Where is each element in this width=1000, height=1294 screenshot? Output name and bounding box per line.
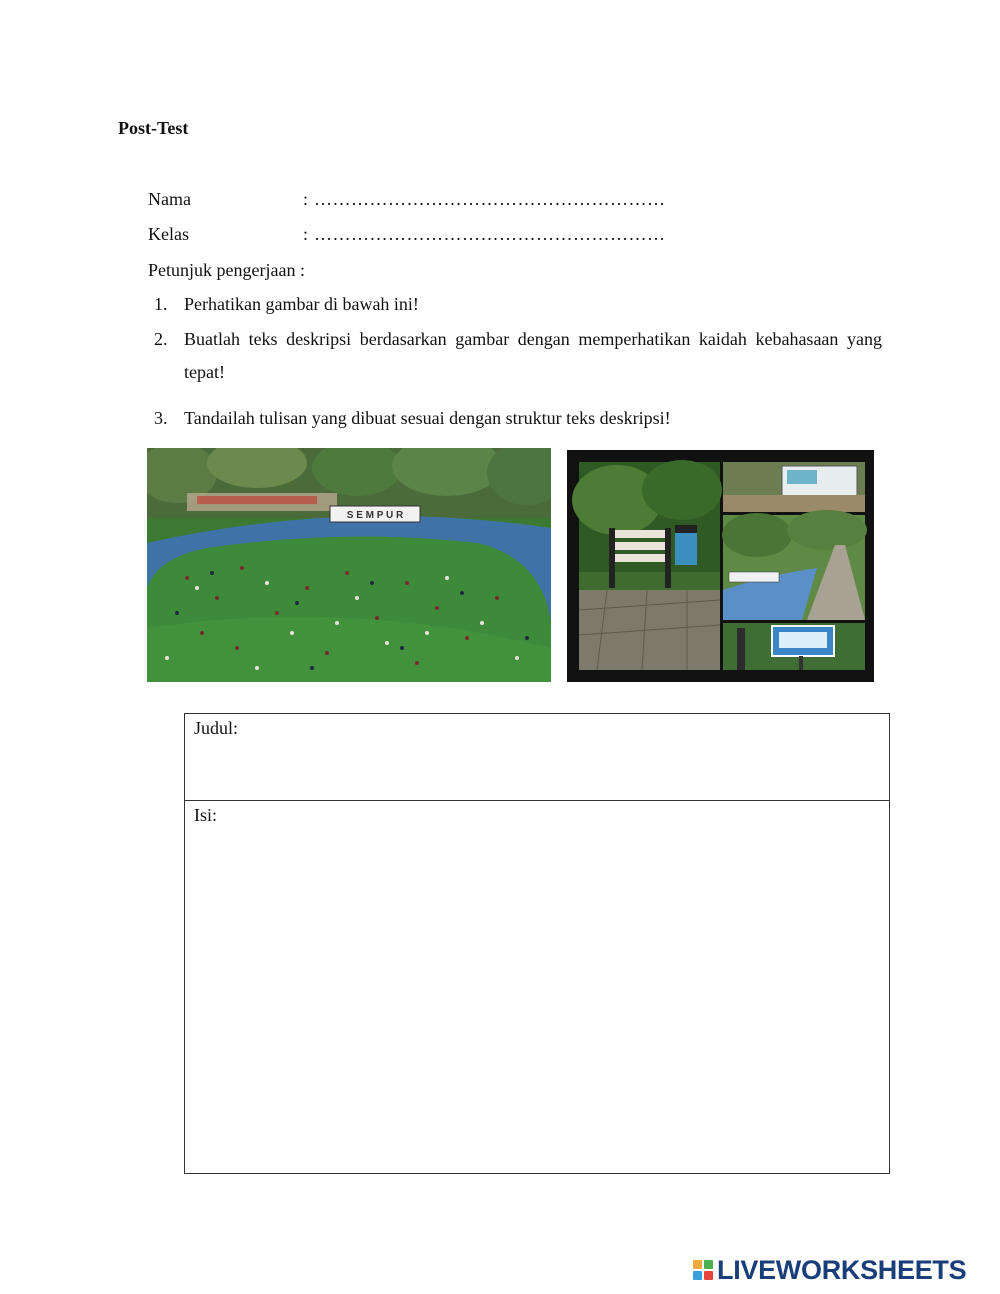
instruction-text: Perhatikan gambar di bawah ini! xyxy=(184,294,419,314)
field-separator: : xyxy=(303,224,309,244)
instructions-title: Petunjuk pengerjaan : xyxy=(148,260,305,280)
field-separator: : xyxy=(303,189,309,209)
isi-answer-box[interactable] xyxy=(185,801,889,1173)
answer-table xyxy=(184,713,890,1174)
instruction-number: 1. xyxy=(154,294,168,314)
judul-label: Judul: xyxy=(194,718,239,738)
liveworksheets-brand-text: LIVEWORKSHEETS xyxy=(717,1254,967,1285)
liveworksheets-mark-icon xyxy=(693,1260,713,1280)
field-kelas-input[interactable]: ………………………………………………… xyxy=(314,224,666,244)
field-label-nama: Nama xyxy=(148,189,191,209)
instruction-item xyxy=(148,323,882,389)
liveworksheets-logo xyxy=(693,1256,966,1284)
instruction-item xyxy=(148,288,882,321)
park-collage-photo xyxy=(567,450,874,682)
judul-answer-box[interactable] xyxy=(185,714,889,801)
isi-label: Isi: xyxy=(194,805,218,825)
park-collage-illustration xyxy=(567,450,874,682)
instruction-number: 2. xyxy=(154,329,168,349)
park-aerial-illustration xyxy=(147,448,551,682)
sempur-sign-text: S E M P U R xyxy=(346,510,404,521)
park-aerial-photo xyxy=(147,448,551,682)
page-title: Post-Test xyxy=(118,118,189,138)
instruction-number: 3. xyxy=(154,408,168,428)
instruction-text: Tandailah tulisan yang dibuat sesuai dengan struktur teks deskripsi! xyxy=(184,408,671,428)
instruction-text: Buatlah teks deskripsi berdasarkan gambar dengan memperhatikan kaidah kebahasaan yang tepat! xyxy=(184,329,882,382)
field-label-kelas: Kelas xyxy=(148,224,189,244)
field-nama-input[interactable]: ………………………………………………… xyxy=(314,189,666,209)
instruction-item xyxy=(148,402,882,435)
